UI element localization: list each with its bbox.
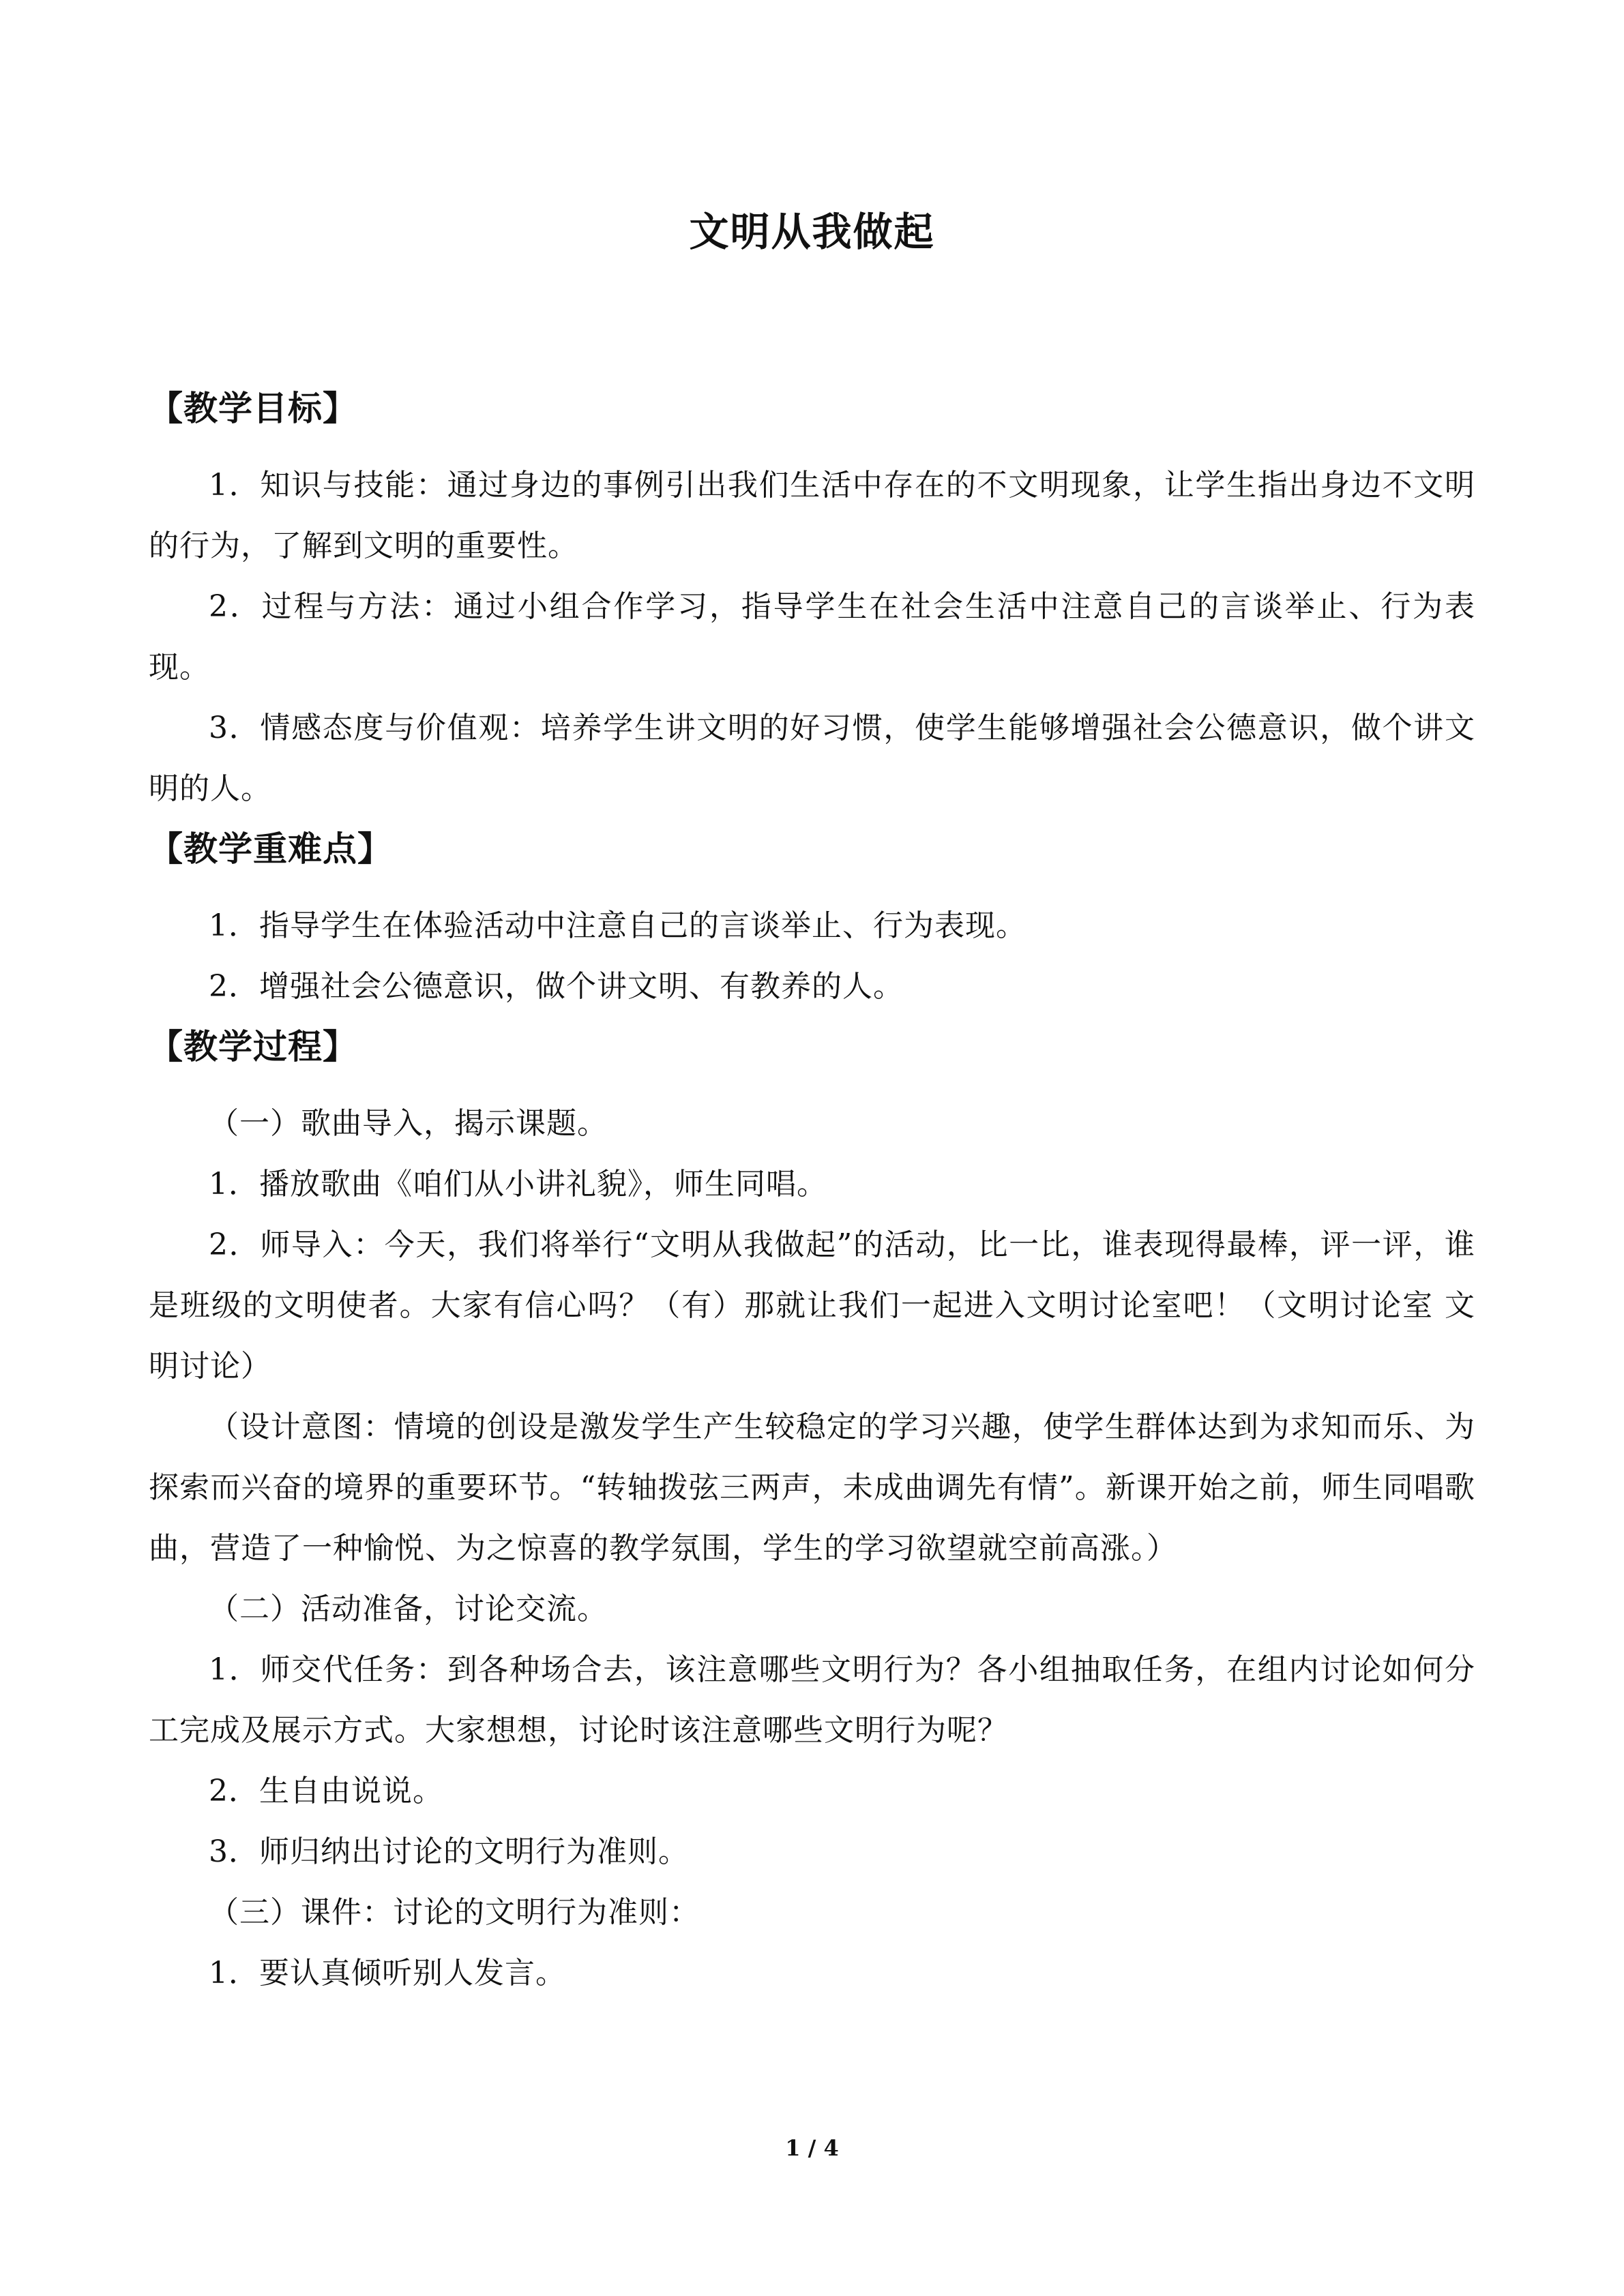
section-heading: 【教学目标】 (149, 389, 357, 428)
paragraph: 1．知识与技能：通过身边的事例引出我们生活中存在的不文明现象，让学生指出身边不文明的行为，了解到文明的重要性。 (149, 468, 1475, 563)
section-heading: 【教学过程】 (149, 1027, 357, 1067)
paragraph: （三）课件：讨论的文明行为准则： (209, 1895, 700, 1930)
section-teaching-process (149, 1017, 1475, 2003)
paragraph: （一）歌曲导入，揭示课题。 (209, 1106, 608, 1141)
section-teaching-objectives (149, 378, 1475, 819)
section-heading: 【教学重难点】 (149, 829, 392, 869)
paragraph: 2．过程与方法：通过小组合作学习，指导学生在社会生活中注意自己的言谈举止、行为表现。 (149, 589, 1475, 685)
paragraph: 1．指导学生在体验活动中注意自己的言谈举止、行为表现。 (209, 908, 1027, 943)
paragraph: （设计意图：情境的创设是激发学生产生较稳定的学习兴趣，使学生群体达到为求知而乐、为探索而兴奋的境界的重要环节。“转轴拨弦三两声，未成曲调先有情”。新课开始之前，师生同唱歌曲，营造了一种愉悦、为之惊喜的教学氛围，学生的学习欲望就空前高涨。） (149, 1410, 1475, 1566)
paragraph: （二）活动准备，讨论交流。 (209, 1592, 608, 1626)
paragraph: 2．增强社会公德意识，做个讲文明、有教养的人。 (209, 969, 904, 1004)
paragraph: 3．情感态度与价值观：培养学生讲文明的好习惯，使学生能够增强社会公德意识，做个讲文明的人。 (149, 711, 1475, 806)
paragraph: 3．师归纳出讨论的文明行为准则。 (209, 1834, 689, 1869)
paragraph: 1．师交代任务：到各种场合去，该注意哪些文明行为？各小组抽取任务，在组内讨论如何分工完成及展示方式。大家想想，讨论时该注意哪些文明行为呢？ (149, 1652, 1475, 1748)
page-number: 1 / 4 (785, 2135, 839, 2161)
paragraph: 2．师导入：今天，我们将举行“文明从我做起”的活动，比一比，谁表现得最棒，评一评，谁是班级的文明使者。大家有信心吗？（有）那就让我们一起进入文明讨论室吧！（文明讨论室 文明讨论） (149, 1227, 1475, 1384)
document-title: 文明从我做起 (689, 209, 935, 255)
paragraph: 1．播放歌曲《咱们从小讲礼貌》，师生同唱。 (209, 1167, 827, 1202)
paragraph: 2．生自由说说。 (209, 1774, 443, 1808)
paragraph: 1．要认真倾听别人发言。 (209, 1956, 566, 1991)
document-body (149, 378, 1475, 2003)
section-key-difficulties (149, 819, 1475, 1017)
